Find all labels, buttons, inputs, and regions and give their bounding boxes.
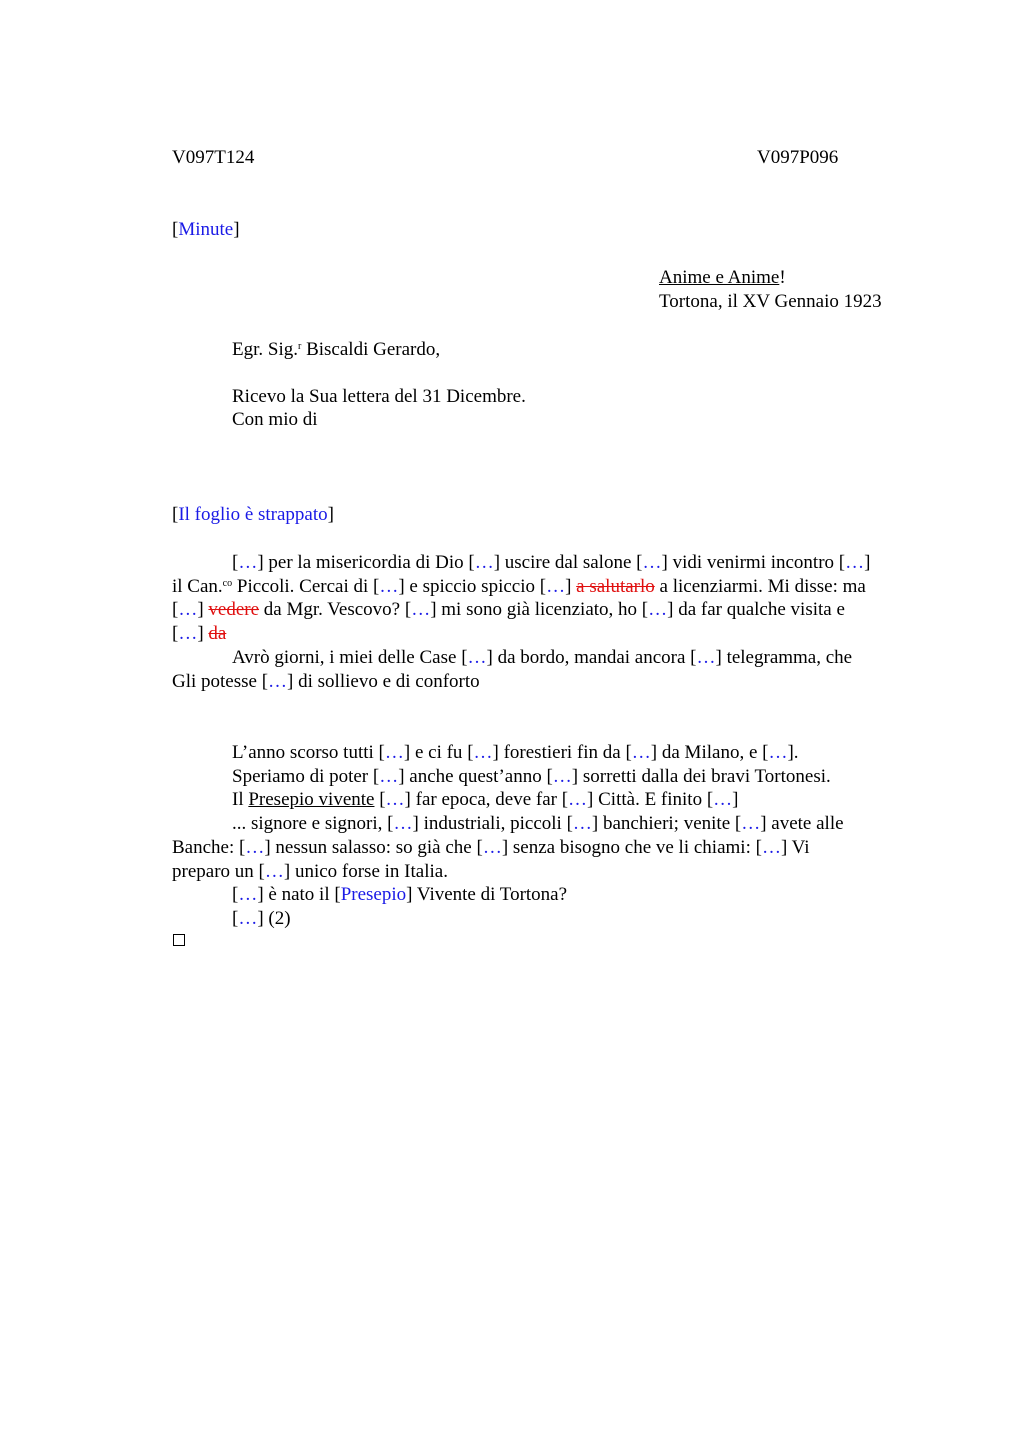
p3-line-2: Speriamo di poter […] anche quest’anno […] sorretti dalla dei bravi Tortonesi.: [232, 766, 831, 787]
motto: Anime e Anime!: [659, 267, 786, 288]
p3-line-8: […] (2): [232, 908, 291, 929]
p3-line-3: Il Presepio vivente […] far epoca, deve far […] Città. E finito […]: [232, 789, 739, 810]
opening-line-1: Ricevo la Sua lettera del 31 Dicembre.: [232, 386, 526, 407]
p1-line-1: […] per la misericordia di Dio […] uscire dal salone […] vidi venirmi incontro […]: [232, 552, 871, 573]
deleted-text: da: [208, 623, 227, 644]
p1-line-2: il Can.$^{co}$ Piccoli. Cercai di […] e spiccio spiccio […] a salutarlo a licenziarmi. Mi disse: ma: [172, 576, 866, 597]
p3-line-6: preparo un […] unico forse in Italia.: [172, 861, 448, 882]
p3-line-1: L’anno scorso tutti […] e ci fu […] forestieri fin da […] da Milano, e […].: [232, 742, 799, 763]
minute-note: [Minute]: [172, 219, 240, 240]
p2-line-1: Avrò giorni, i miei delle Case […] da bordo, mandai ancora […] telegramma, che: [232, 647, 853, 668]
deleted-text: vedere: [208, 599, 260, 620]
p3-line-7: […] è nato il [Presepio] Vivente di Tortona?: [232, 884, 568, 905]
document-code-left: V097T124: [172, 147, 255, 168]
salutation: Egr. Sig.$^r$ Biscaldi Gerardo,: [232, 339, 441, 360]
p1-line-3: […] vedere da Mgr. Vescovo? […] mi sono già licenziato, ho […] da far qualche visita e: [172, 599, 845, 620]
opening-line-2: Con mio di: [232, 409, 318, 430]
p1-line-4: […] da: [172, 623, 227, 644]
document-code-right: V097P096: [757, 147, 839, 168]
end-of-text-checkbox: [173, 934, 185, 946]
p3-line-5: Banche: […] nessun salasso: so già che […] senza bisogno che ve li chiami: […] Vi: [172, 837, 810, 858]
torn-sheet-note: [Il foglio è strappato]: [172, 504, 334, 525]
p3-line-4: ... signore e signori, […] industriali, piccoli […] banchieri; venite […] avete alle: [232, 813, 844, 834]
deleted-text: a salutarlo: [576, 576, 655, 597]
p2-line-2: Gli potesse […] di sollievo e di conforto: [172, 671, 480, 692]
place-date: Tortona, il XV Gennaio 1923: [659, 291, 882, 312]
